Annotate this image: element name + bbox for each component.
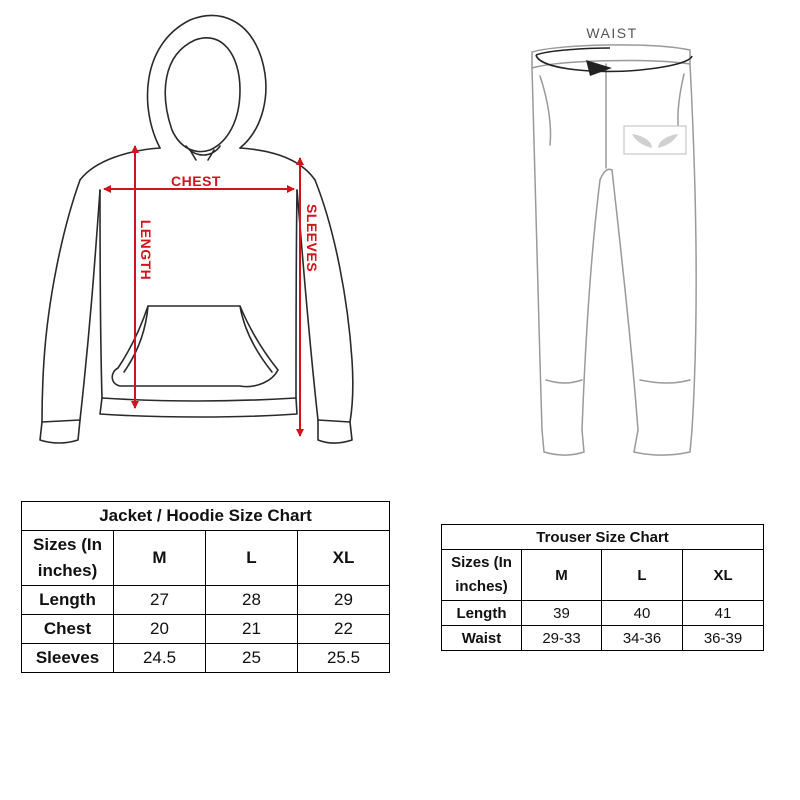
table-cell: 34-36	[602, 626, 683, 651]
table-cell: 36-39	[683, 626, 764, 651]
trouser-illustration	[532, 45, 696, 455]
table-cell: 29-33	[522, 626, 602, 651]
trouser-size-l: L	[602, 550, 683, 601]
row-label: Length	[22, 586, 114, 615]
jacket-size-xl: XL	[298, 531, 390, 586]
trouser-size-chart	[441, 524, 764, 651]
trouser-size-xl: XL	[683, 550, 764, 601]
table-cell: 40	[602, 601, 683, 626]
sleeves-label: SLEEVES	[304, 203, 320, 273]
table-cell: 27	[114, 586, 206, 615]
row-label: Length	[442, 601, 522, 626]
table-cell: 29	[298, 586, 390, 615]
logo-patch	[624, 126, 686, 154]
table-cell: 21	[206, 615, 298, 644]
length-label: LENGTH	[138, 219, 154, 281]
table-row	[22, 586, 390, 615]
row-label: Sleeves	[22, 644, 114, 673]
table-cell: 39	[522, 601, 602, 626]
table-cell: 28	[206, 586, 298, 615]
jacket-chart-title: Jacket / Hoodie Size Chart	[22, 502, 390, 531]
waist-label: WAIST	[586, 25, 638, 41]
table-cell: 20	[114, 615, 206, 644]
hoodie-measurements	[104, 146, 300, 436]
trouser-corner-header: Sizes (In inches)	[442, 550, 522, 601]
row-label: Waist	[442, 626, 522, 651]
jacket-size-chart	[21, 501, 390, 673]
row-label: Chest	[22, 615, 114, 644]
chest-label: CHEST	[171, 173, 221, 189]
table-cell: 22	[298, 615, 390, 644]
table-row	[22, 644, 390, 673]
table-row	[442, 626, 764, 651]
table-cell: 41	[683, 601, 764, 626]
table-cell: 25.5	[298, 644, 390, 673]
trouser-chart-title: Trouser Size Chart	[442, 525, 764, 550]
jacket-size-l: L	[206, 531, 298, 586]
table-row	[442, 601, 764, 626]
table-cell: 24.5	[114, 644, 206, 673]
jacket-corner-header: Sizes (In inches)	[22, 531, 114, 586]
jacket-size-m: M	[114, 531, 206, 586]
trouser-size-m: M	[522, 550, 602, 601]
table-row	[22, 615, 390, 644]
table-cell: 25	[206, 644, 298, 673]
